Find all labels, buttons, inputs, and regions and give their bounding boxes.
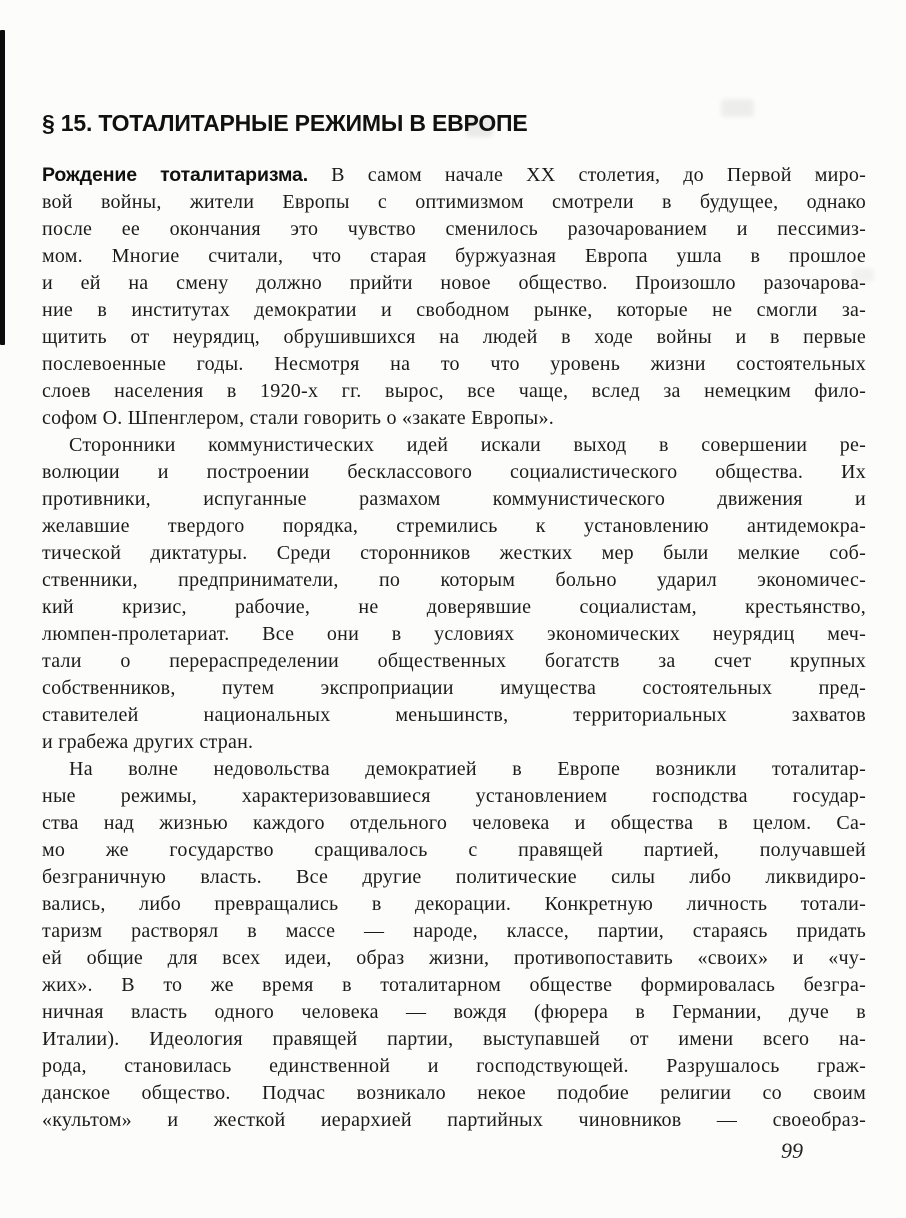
text-line: ства над жизнью каждого отдельного человека и общества в целом. Са-	[42, 812, 866, 834]
text-line: и ей на смену должно прийти новое общество. Произошло разочарова-	[42, 272, 866, 294]
text-line: «культом» и жесткой иерархией партийных чиновников — своеобраз-	[42, 1109, 866, 1131]
text-line: мом. Многие считали, что старая буржуазная Европа ушла в прошлое	[42, 245, 866, 267]
text-line: щитить от неурядиц, обрушившихся на людей в ходе войны и в первые	[42, 326, 866, 348]
text-line: Рождение тоталитаризма. В самом начале XX столетия, до Первой миро-	[42, 164, 866, 186]
text-line: слоев населения в 1920-х гг. вырос, все чаще, вслед за немецким фило-	[42, 380, 866, 402]
text-line: и грабежа других стран.	[42, 731, 254, 753]
text-line: тической диктатуры. Среди сторонников жестких мер были мелкие соб-	[42, 542, 866, 564]
text-line: тали о перераспределении общественных богатств за счет крупных	[42, 650, 866, 672]
text-line: ственники, предприниматели, по которым больно ударил экономичес-	[42, 569, 866, 591]
text-line: таризм растворял в массе — народе, классе, партии, стараясь придать	[42, 920, 866, 942]
text-line: послевоенные годы. Несмотря на то что уровень жизни состоятельных	[42, 353, 866, 375]
body-text	[42, 162, 866, 1134]
section-title: § 15. ТОТАЛИТАРНЫЕ РЕЖИМЫ В ЕВРОПЕ	[42, 110, 528, 136]
text-line: данское общество. Подчас возникало некое подобие религии со своим	[42, 1082, 866, 1104]
text-line: ставителей национальных меньшинств, территориальных захватов	[42, 704, 866, 726]
paragraph	[42, 756, 866, 1134]
text-line: софом О. Шпенглером, стали говорить о «закате Европы».	[42, 407, 554, 429]
text-line: ные режимы, характеризовавшиеся установлением господства государ-	[42, 785, 866, 807]
text-line: собственников, путем экспроприации имущества состоятельных пред-	[42, 677, 866, 699]
text-line: вались, либо превращались в декорации. Конкретную личность тотали-	[42, 893, 866, 915]
text-line: безграничную власть. Все другие политические силы либо ликвидиро-	[42, 866, 866, 888]
text-line: мо же государство сращивалось с правящей партией, получавшей	[42, 839, 866, 861]
text-line: ей общие для всех идеи, образ жизни, противопоставить «своих» и «чу-	[42, 947, 866, 969]
paragraph-lead-in: Рождение тоталитаризма.	[42, 164, 332, 186]
paragraph	[42, 432, 866, 756]
text-line: Сторонники коммунистических идей искали выход в совершении ре-	[69, 434, 866, 456]
text-line: волюции и построении бесклассового социалистического общества. Их	[42, 461, 866, 483]
paragraph	[42, 162, 866, 432]
text-line: жих». В то же время в тоталитарном обществе формировалась безгра-	[42, 974, 866, 996]
text-line: после ее окончания это чувство сменилось разочарованием и пессимиз-	[42, 218, 866, 240]
scan-artifact-line	[0, 30, 5, 345]
text-line: кий кризис, рабочие, не доверявшие социалистам, крестьянство,	[42, 596, 866, 618]
text-line: ничная власть одного человека — вождя (фюрера в Германии, дуче в	[42, 1001, 866, 1023]
text-line: люмпен-пролетариат. Все они в условиях экономических неурядиц меч-	[42, 623, 866, 645]
text-line: желавшие твердого порядка, стремились к установлению антидемокра-	[42, 515, 866, 537]
page-number: 99	[781, 1138, 803, 1163]
text-line: рода, становилась единственной и господствующей. Разрушалось граж-	[42, 1055, 866, 1077]
text-line: противники, испуганные размахом коммунистического движения и	[42, 488, 866, 510]
text-line: На волне недовольства демократией в Европе возникли тоталитар-	[69, 758, 866, 780]
text-line: вой войны, жители Европы с оптимизмом смотрели в будущее, однако	[42, 191, 866, 213]
text-line: ние в институтах демократии и свободном рынке, которые не смогли за-	[42, 299, 866, 321]
text-line: Италии). Идеология правящей партии, выступавшей от имени всего на-	[42, 1028, 866, 1050]
